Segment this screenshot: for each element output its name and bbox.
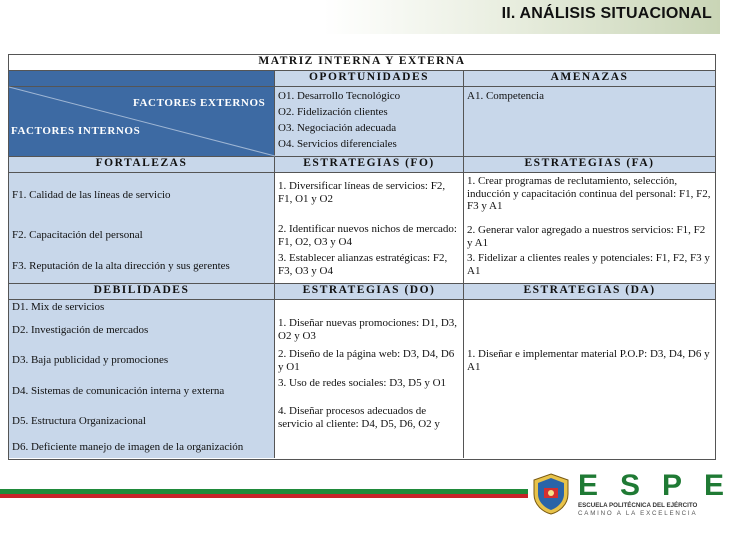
fortalezas-list [9,173,275,283]
list-item: F3. Reputación de la alta dirección y sus gerentes [12,260,230,272]
corner-cell [9,87,275,156]
list-item: F2. Capacitación del personal [12,229,143,241]
do-header: ESTRATEGIAS (DO) [275,284,464,299]
list-item: 1. Diseñar nuevas promociones: D1, D3, O2 y O3 [278,317,458,342]
fo-strategies [275,173,464,283]
oportunidades-header: OPORTUNIDADES [275,71,464,86]
list-item: D4. Sistemas de comunicación interna y externa [12,385,225,397]
debilidades-header-row [9,284,715,300]
list-item: 2. Diseño de la página web: D3, D4, D6 y O1 [278,348,455,373]
fortalezas-header-row [9,157,715,173]
list-item: 2. Generar valor agregado a nuestros servicios: F1, F2 y A1 [467,224,706,249]
list-item: F1. Calidad de las líneas de servicio [12,189,171,201]
footer-red-line [0,494,528,498]
list-item: O4. Servicios diferenciales [278,138,397,150]
matrix-title: MATRIZ INTERNA Y EXTERNA [9,55,715,70]
espe-motto: CAMINO A LA EXCELENCIA [578,510,698,517]
fa-header: ESTRATEGIAS (FA) [464,157,715,172]
list-item: D3. Baja publicidad y promociones [12,354,169,366]
amenazas-header: AMENAZAS [464,71,715,86]
list-item: 2. Identificar nuevos nichos de mercado: F1, O2, O3 y O4 [278,223,457,248]
fo-header: ESTRATEGIAS (FO) [275,157,464,172]
fortalezas-row [9,173,715,284]
espe-subtitle: ESCUELA POLITÉCNICA DEL EJÉRCITO [578,502,698,509]
matrix-title-row [9,55,715,71]
external-header-row [9,71,715,87]
list-item: D2. Investigación de mercados [12,324,149,336]
list-item: 1. Diseñar e implementar material P.O.P: D3, D4, D6 y A1 [467,348,710,373]
fortalezas-header: FORTALEZAS [9,157,275,172]
page-title: II. ANÁLISIS SITUACIONAL [501,5,712,22]
espe-seal-icon [531,472,571,516]
list-item: O2. Fidelización clientes [278,106,388,118]
list-item: D6. Deficiente manejo de imagen de la organización [12,441,244,453]
fa-strategies [464,173,715,283]
list-item: 4. Diseñar procesos adecuados de servicio al cliente: D4, D5, D6, O2 y [278,405,440,430]
list-item: D5. Estructura Organizacional [12,415,146,427]
swot-matrix [8,54,716,460]
list-item: O1. Desarrollo Tecnológico [278,90,401,102]
list-item: 1. Diversificar líneas de servicios: F2, F1, O1 y O2 [278,180,446,205]
debilidades-header: DEBILIDADES [9,284,275,299]
amenazas-list [464,87,715,156]
debilidades-list [9,300,275,458]
list-item: 3. Uso de redes sociales: D3, D5 y O1 [278,377,447,389]
do-strategies [275,300,464,458]
external-factors-label: FACTORES EXTERNOS [133,97,266,109]
list-item: 3. Establecer alianzas estratégicas: F2, F3, O3 y O4 [278,252,448,277]
list-item: O3. Negociación adecuada [278,122,397,134]
external-factors-row [9,87,715,157]
list-item: D1. Mix de servicios [12,301,105,313]
oportunidades-list [275,87,464,156]
debilidades-row [9,300,715,458]
list-item: 3. Fidelizar a clientes reales y potenciales: F1, F2, F3 y A1 [467,252,710,277]
da-header: ESTRATEGIAS (DA) [464,284,715,299]
list-item: 1. Crear programas de reclutamiento, selección, inducción y capacitación continua del personal: F1, F2, F3 y A1 [467,175,711,212]
internal-factors-label: FACTORES INTERNOS [11,125,141,137]
espe-logo-text: ESPE [578,469,746,502]
corner-cell-top [9,71,275,86]
list-item: A1. Competencia [467,90,544,102]
da-strategies [464,300,715,458]
